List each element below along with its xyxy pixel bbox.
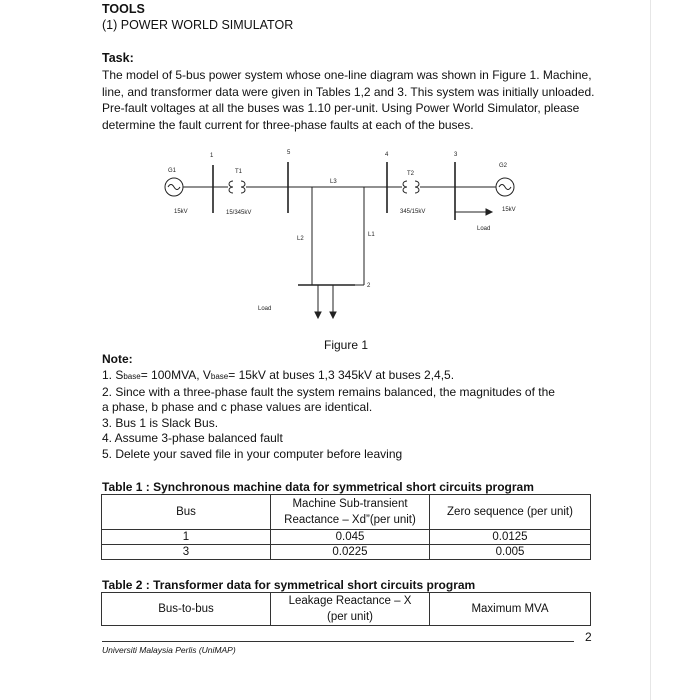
section-title: TOOLS [102,2,145,16]
note-item-2-cont: a phase, b phase and c phase values are identical. [102,400,373,414]
footer-divider [102,641,574,642]
table2 [101,592,591,626]
header-bus: Bus [102,495,271,530]
cell-xd: 0.045 [271,530,430,545]
label-g1: G1 [168,168,177,174]
note-item-2: 2. Since with a three-phase fault the system remains balanced, the magnitudes of the [102,384,555,399]
header-bus-to-bus: Bus-to-bus [102,593,271,626]
label-bus3: 3 [454,152,458,158]
table-header-row [102,593,591,626]
header-xd: Machine Sub-transient Reactance – Xd”(per unit) [271,495,430,530]
table2-caption: Table 2 : Transformer data for symmetrical short circuits program [102,578,476,592]
table1-caption: Table 1 : Synchronous machine data for symmetrical short circuits program [102,480,534,494]
note-item-5: 5. Delete your saved file in your computer before leaving [102,446,403,461]
cell-bus: 1 [102,530,271,545]
table-row [102,545,591,560]
label-l3: L3 [330,179,337,185]
label-load-bottom: Load [258,306,272,312]
label-kv15-right: 15kV [502,207,516,213]
transformer-t1-icon [229,181,233,193]
cell-zero: 0.005 [430,545,591,560]
header-max-mva: Maximum MVA [430,593,591,626]
load-arrow-icon [315,312,321,318]
note-item-3: 3. Bus 1 is Slack Bus. [102,415,219,430]
label-bus4: 4 [385,152,389,158]
load-arrow-icon [486,209,492,215]
subsection-title: (1) POWER WORLD SIMULATOR [102,18,294,32]
page-edge-divider [650,0,651,700]
table-header-row [102,495,591,530]
table-row [102,530,591,545]
task-line: Pre-fault voltages at all the buses was 1.10 per-unit. Using Power World Simulator, please [102,101,580,115]
note-item-4: 4. Assume 3-phase balanced fault [102,431,283,445]
task-line: line, and transformer data were given in Tables 1,2 and 3. This system was initially unloaded. [102,84,595,99]
label-g2: G2 [499,163,508,169]
task-line: The model of 5-bus power system whose one-line diagram was shown in Figure 1. Machine, [102,68,592,82]
note-list [102,368,572,462]
note-item-1: 1. Sbase= 100MVA, Vbase= 15kV at buses 1,3 345kV at buses 2,4,5. [102,368,455,382]
label-bus2: 2 [367,283,371,289]
task-paragraph [102,67,600,133]
label-t2: T2 [407,171,415,177]
cell-xd: 0.0225 [271,545,430,560]
note-heading: Note: [102,352,133,366]
cell-bus: 3 [102,545,271,560]
table1 [101,494,591,560]
label-l1: L1 [368,232,375,238]
page-number: 2 [585,630,592,644]
label-bus1: 1 [210,153,214,159]
footer-text: Universiti Malaysia Perlis (UniMAP) [102,645,236,655]
label-kv-t1: 15/345kV [226,210,252,216]
label-kv-t2: 345/15kV [400,209,426,215]
label-load-right: Load [477,226,491,232]
task-heading: Task: [102,51,134,65]
label-l2: L2 [297,236,304,242]
label-t1: T1 [235,169,243,175]
one-line-diagram [150,140,530,340]
label-kv15-left: 15kV [174,209,188,215]
load-arrow-icon [330,312,336,318]
figure-caption: Figure 1 [324,338,369,352]
label-bus5: 5 [287,150,291,156]
task-line: determine the fault current for three-phase faults at each of the buses. [102,117,474,132]
cell-zero: 0.0125 [430,530,591,545]
header-leakage: Leakage Reactance – X (per unit) [271,593,430,626]
header-zero: Zero sequence (per unit) [430,495,591,530]
transformer-t2-icon [403,181,407,193]
